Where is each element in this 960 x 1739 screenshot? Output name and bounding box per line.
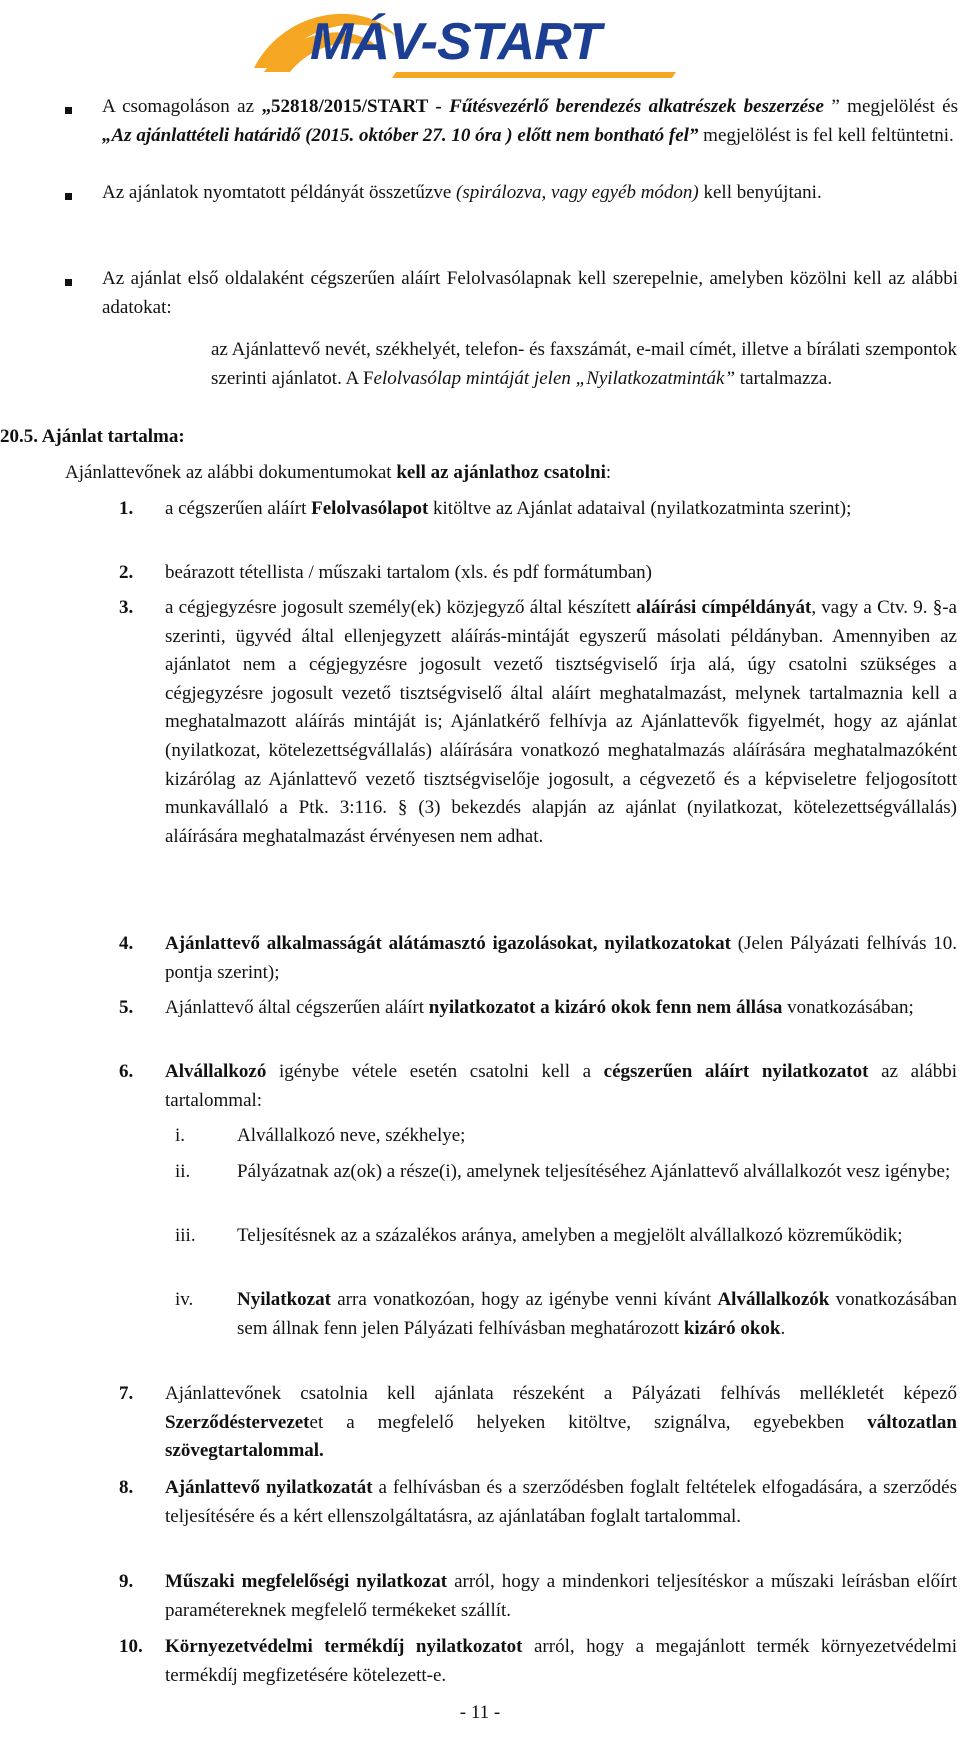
item-number: 8. bbox=[119, 1477, 134, 1498]
text-run: : bbox=[605, 462, 612, 483]
text-run: a cégjegyzésre jogosult személy(ek) közjegyző által készített bbox=[165, 597, 637, 618]
text-run: Ajánlattevő nyilatkozatát bbox=[165, 1477, 373, 1498]
text-run: arról, hogy a megajánlott termék környezetvédelmi termékdíj megfizetésére kötelezett-e. bbox=[165, 1636, 957, 1686]
text-run: Az ajánlat első oldalaként cégszerűen aláírt Felolvasólapnak kell szerepelnie, amelyben közölni kell az alábbi adatokat: bbox=[102, 268, 958, 318]
indented-note bbox=[211, 336, 957, 393]
subitem-ii bbox=[237, 1158, 957, 1187]
text-run: . bbox=[780, 1317, 786, 1339]
text-run: Ajánlattevő alkalmasságát alátámasztó igazolásokat, nyilatkozatokat bbox=[165, 933, 731, 954]
item-4 bbox=[165, 930, 957, 987]
text-run: kell az ajánlathoz csatolni bbox=[396, 462, 606, 483]
bullet-printed-copy bbox=[102, 179, 958, 208]
subitem-number: ii. bbox=[175, 1161, 191, 1182]
text-run: kell benyújtani. bbox=[698, 182, 822, 203]
text-run: A csomagoláson az bbox=[102, 96, 262, 117]
item-number: 2. bbox=[119, 562, 134, 583]
text-run: Ajánlattevőnek az alábbi dokumentumokat bbox=[65, 462, 397, 483]
text-run: Teljesítésnek az a százalékos aránya, amelyben a megjelölt alvállalkozó közreműködik; bbox=[237, 1225, 903, 1246]
subitem-iii bbox=[237, 1222, 957, 1251]
subitem-number: i. bbox=[175, 1125, 186, 1146]
text-run: elolvasólap mintáját jelen „Nyilatkozatminták” bbox=[373, 367, 736, 389]
text-run: (spirálozva, vagy egyéb módon) bbox=[456, 182, 699, 203]
subitem-number: iv. bbox=[175, 1289, 194, 1310]
text-run: cégszerűen aláírt nyilatkozatot bbox=[603, 1061, 869, 1082]
text-run: Műszaki megfelelőségi nyilatkozat bbox=[165, 1571, 448, 1592]
item-8 bbox=[165, 1474, 957, 1531]
bullet-marker bbox=[65, 279, 72, 286]
text-run: az alábbi tartalommal: bbox=[165, 1061, 957, 1111]
bullet-packaging bbox=[102, 93, 958, 150]
text-run: Alvállalkozó bbox=[165, 1061, 267, 1082]
text-run: aláírási címpéldányát bbox=[636, 597, 812, 618]
item-3 bbox=[165, 594, 957, 851]
text-run: Ajánlattevőnek csatolnia kell ajánlata részeként a Pályázati felhívás mellékletét képező bbox=[165, 1383, 957, 1404]
text-run: Felolvasólapot bbox=[311, 498, 429, 519]
bullet-marker bbox=[65, 193, 72, 200]
text-run: nyilatkozatot a kizáró okok fenn nem állása bbox=[428, 997, 783, 1018]
item-number: 7. bbox=[119, 1383, 134, 1404]
page-number: - 11 - bbox=[459, 1702, 501, 1723]
subitem-number: iii. bbox=[175, 1225, 196, 1246]
item-10 bbox=[165, 1633, 957, 1690]
item-1 bbox=[165, 495, 957, 524]
bullet-reading-sheet bbox=[102, 265, 958, 322]
section-title: 20.5. Ajánlat tartalma: bbox=[0, 426, 185, 447]
text-run: vonatkozásában; bbox=[782, 997, 914, 1018]
text-run: Nyilatkozat bbox=[237, 1289, 331, 1310]
text-run: arra vonatkozóan, hogy az igénybe venni kívánt bbox=[330, 1289, 718, 1310]
item-number: 3. bbox=[119, 597, 134, 618]
text-run: et a megfelelő helyeken kitöltve, szignálva, egyebekben bbox=[309, 1411, 868, 1433]
text-run: „52818/2015/START - bbox=[261, 96, 450, 117]
item-number: 9. bbox=[119, 1571, 134, 1592]
text-run: , vagy a Ctv. 9. §-a szerinti, ügyvéd által ellenjegyzett aláírás-mintáját egyszerű másolati példányban. Amennyiben az ajánlatot nem a cégjegyzésre jogosult vezető tisztségviselő írja alá, úgy csatolni szükséges a cégjegyzésre jogosult vezető tisztségviselő által aláírt meghatalmazást, melynek tartalmaznia kell a meghatalmazott aláírás mintáját is; Ajánlatkérő felhívja az Ajánlattevők figyelmét, hogy az ajánlat (nyilatkozat, kötelezettségvállalás) aláírására vonatkozó meghatalmazás aláírására meghatalmazóként kizárólag az Ajánlattevő vezető tisztségviselője jogosult, a cégvezető és a képviseletre feljogosított munkavállaló a Ptk. 3:116. § (3) bekezdés alapján az ajánlat (nyilatkozat, kötelezettségvállalás) aláírására meghatalmazást érvényesen nem adhat. bbox=[165, 597, 957, 847]
item-number: 6. bbox=[119, 1061, 134, 1082]
subitem-iv bbox=[237, 1286, 957, 1343]
text-run: Pályázatnak az(ok) a része(i), amelynek teljesítéséhez Ajánlattevő alvállalkozót vesz igénybe; bbox=[237, 1161, 951, 1182]
text-run: változatlan szövegtartalommal. bbox=[165, 1411, 957, 1462]
text-run: Fűtésvezérlő berendezés alkatrészek beszerzése bbox=[449, 96, 832, 117]
item-number: 1. bbox=[119, 498, 134, 519]
text-run: kitöltve az Ajánlat adataival (nyilatkozatminta szerint); bbox=[428, 498, 852, 519]
text-run: „Az ajánlattételi határidő bbox=[102, 124, 306, 146]
text-run: tartalmazza. bbox=[735, 367, 833, 389]
item-9 bbox=[165, 1568, 957, 1625]
text-run: arról, hogy a mindenkori teljesítéskor a műszaki leírásban előírt paramétereknek megfelelő termékeket szállít. bbox=[165, 1571, 957, 1621]
text-run: Környezetvédelmi termékdíj nyilatkozatot bbox=[165, 1636, 523, 1657]
text-run: a cégszerűen aláírt bbox=[165, 498, 312, 519]
text-run: kizáró okok bbox=[683, 1317, 781, 1339]
text-run: (2015. október 27. 10 óra ) előtt nem bontható fel” bbox=[305, 124, 699, 146]
text-run: Az ajánlatok nyomtatott példányát összetűzve bbox=[102, 182, 457, 203]
section-intro bbox=[65, 459, 957, 488]
text-run: az Ajánlattevő nevét, székhelyét, telefon- és faxszámát, e-mail címét, illetve a bírálati szempontok szerinti ajánlatot. A F bbox=[211, 339, 957, 389]
subitem-i bbox=[237, 1122, 957, 1151]
text-run: ” megjelölést és bbox=[831, 96, 958, 117]
text-run: Szerződéstervezet bbox=[165, 1411, 310, 1433]
item-number: 10. bbox=[119, 1636, 143, 1657]
item-2 bbox=[165, 559, 957, 588]
text-run: Alvállalkozó neve, székhelye; bbox=[237, 1125, 466, 1146]
bullet-marker bbox=[65, 107, 72, 114]
text-run: vonatkozásában sem állnak fenn jelen Pályázati felhívásban meghatározott bbox=[237, 1289, 958, 1339]
item-number: 4. bbox=[119, 933, 134, 954]
item-6 bbox=[165, 1058, 957, 1115]
text-run: a felhívásban és a szerződésben foglalt feltételek elfogadására, a szerződés teljesítésére és a kért ellenszolgáltatásra, az ajánlatában foglalt tartalommal. bbox=[165, 1477, 957, 1527]
text-run: beárazott tétellista / műszaki tartalom (xls. és pdf formátumban) bbox=[165, 562, 652, 583]
item-5 bbox=[165, 994, 957, 1023]
item-7 bbox=[165, 1380, 957, 1466]
text-run: igénybe vétele esetén csatolni kell a bbox=[266, 1061, 604, 1082]
text-run: (Jelen Pályázati felhívás 10. pontja szerint); bbox=[165, 933, 957, 983]
item-number: 5. bbox=[119, 997, 134, 1018]
text-run: megjelölést is fel kell feltüntetni. bbox=[698, 124, 954, 146]
logo-text: MÁV-START bbox=[310, 13, 601, 71]
text-run: Ajánlattevő által cégszerűen aláírt bbox=[165, 997, 429, 1018]
text-run: Alvállalkozók bbox=[717, 1289, 830, 1310]
